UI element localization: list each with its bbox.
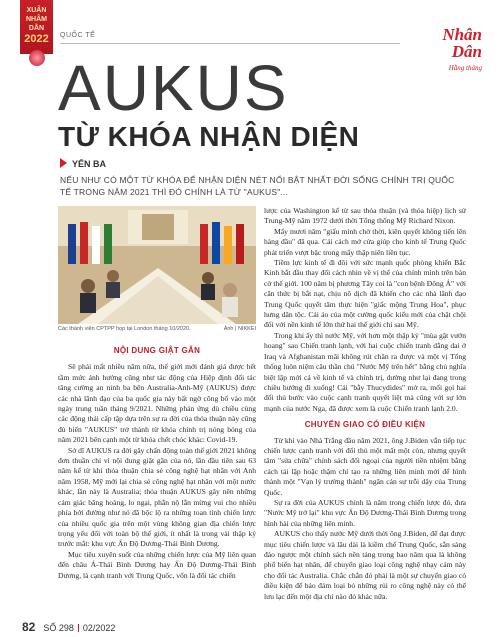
photo-caption	[58, 326, 256, 332]
newspaper-logo	[408, 26, 482, 77]
section-heading-1: NỘI DUNG GIẬT GÂN	[113, 346, 201, 355]
triangle-marker-icon	[60, 158, 67, 168]
logo-name: Nhân Dân	[442, 25, 482, 61]
author	[60, 158, 106, 169]
column-left	[58, 346, 256, 581]
issue-number: SỐ 298	[43, 623, 74, 633]
paragraph: Sở dĩ AUKUS ra đời gây chấn động toàn thế giới 2021 không đơn thuần chỉ vì nội dung giật gân của nó, lần đầu tiên sau 63 năm kể từ khi thỏa thuận chia sẻ công nghệ hạt nhân với Anh năm 1958, Mỹ mới lại chia sẻ công nghệ hạt nhân với một nước khác, lần này là Australia; thỏa thuận AUKUS gây nên những cảm giác băng hoàng, lo ngại, phẫn nộ lẫn mừng vui cho nhiều phía bởi đường như nó đã bộc lộ ra những toan tính chiến lược của nhiều quốc gia trên một vùng không gian địa chiến lược trọng yếu đối với toàn bộ thế giới, ít nhất là trong vài thập kỷ trước mắt: khu vực Ấn Độ Dương-Thái Bình Dương.	[58, 445, 256, 549]
article-photo	[58, 206, 256, 324]
flower-icon	[29, 50, 45, 66]
page-number: 82	[22, 620, 36, 634]
article-subtitle: TỪ KHÓA NHẬN DIỆN	[58, 121, 360, 152]
paragraph: Sự ra đời của AUKUS chính là năm trong chiến lược đó, đưa "Nước Mỹ trở lại" khu vực Ấn Độ Dương-Thái Bình Dương trong hình hài của những liên minh.	[264, 497, 466, 528]
paragraph: Mục tiêu xuyên suốt của những chiến lược của Mỹ liên quan đến châu Á-Thái Bình Dương hay Ấn Độ Dương-Thái Bình Dương, là cạnh tranh với Trung Quốc, vốn là đối tác chiến	[58, 549, 256, 580]
issue-date: 02/2022	[82, 623, 116, 633]
paragraph: Sẽ phải mất nhiều năm nữa, thế giới mới đánh giá được hết tầm mức ảnh hưởng cũng như tác động của Hiệp định đối tác tăng cường an ninh ba bên Australia-Anh-Mỹ (AUKUS) được các nhà lãnh đạo của ba quốc gia này bất ngờ công bố vào một ngày trung tuần tháng 9/2021. Những phản ứng dù chiều cùng các động thái cấp tập dựa trên sự ra đời của thỏa thuận này cũng đủ biến "AUKUS" trở thành từ khóa chính trị nóng bỏng của năm 2021 bên cạnh một từ khóa chết chóc khác: Covid-19.	[58, 362, 256, 445]
paragraph: Trong khi ấy thì nước Mỹ, với hơn một thập kỷ "mùa gặt vướn hoang" sau Chiến tranh lạnh, với hai cuộc chiến tranh dằng dai ở Iraq và Afghanistan mãi không rút chân ra được và một vị Tổng thống luôn niệm câu thần chú "Nước Mỹ trên hết" bằng chủ nghĩa biệt lập mới cả về kinh tế và chính trị, dường như lại đang trong chiều hướng đi xuống! Cái "bẫy Thucydides" mở ra, mối gọi hai đối thủ bước vào cuộc cạnh tranh quyết liệt mà cũng với sự lớn mạnh của nước Nga, đã được xem là cuộc Chiến tranh lạnh 2.0.	[264, 330, 466, 413]
meeting-photo-illustration	[58, 206, 256, 324]
page-footer	[22, 620, 115, 634]
badge-line2: NHÂM DẦN	[26, 16, 47, 32]
caption-text: Các thành viên CPTPP họp tại London tháng 10/2020.	[58, 326, 191, 332]
paragraph: AUKUS cho thấy nước Mỹ dưới thời ông J.Biden, để đạt được mục tiêu chiến lược và lâu dài là kiềm chế Trung Quốc, sẵn sàng đảo ngược một chính sách nền tảng trong bao năm qua là không phổ biến hạt nhân, để chuyển giao loại công nghệ nhạy cảm này cho đối tác Australia. Chắc chắn đó phải là một sự chuyển giao có điều kiện để bảo đảm loại bỏ những rủi ro công nghệ này có thể lưu lạc đến một địa chỉ nào đó khác nữa.	[264, 529, 466, 601]
badge-year: 2022	[24, 33, 49, 45]
paragraph: Tiềm lực kinh tế đi đôi với sức mạnh quốc phòng khiến Bắc Kinh bắt đầu thay đổi cách nhìn về vị thế của chính mình trên bàn cờ thế giới. 100 năm bị phương Tây coi là "con bệnh Đông Á" với căn thức bị bắt nạt, chịu nô dịch đã khiến cho các nhà lãnh đạo Trung Quốc quyết tâm thực hiện "giấc mộng Trung Hoa", phục hưng dân tộc. Cái áo của một cường quốc kiểu mới của chật chội đối với nền kinh tế lớn thứ hai thế giới chỉ sau Mỹ.	[264, 258, 466, 330]
paragraph: lược của Washington kể từ sau thỏa thuận (và thỏa hiệp) lịch sử Trung-Mỹ năm 1972 dưới thời Tổng thống Mỹ Richard Nixon.	[264, 206, 466, 226]
logo-subtitle: Hằng tháng	[448, 64, 482, 72]
photo-credit: Ảnh | NIKKEI	[223, 326, 256, 332]
author-name: YẾN BA	[72, 159, 107, 169]
spring-badge	[20, 0, 53, 54]
paragraph: Từ khi vào Nhà Trắng đầu năm 2021, ông J.Biden vẫn tiếp tục chiến lược cạnh tranh với đối thủ một mất một còn, nhưng quyết tâm "sửa chữa" chính sách đối ngoại của người tiền nhiệm bằng cách tái lập hoặc thậm chí tạo ra những liên minh mới để hình thành một "Vạn lý trường thành" ngăn cản sự trỗi dậy của Trung Quốc.	[264, 435, 466, 497]
section-divider	[60, 43, 400, 44]
article-lead: NẾU NHƯ CÓ MỘT TỪ KHÓA ĐỂ NHẬN DIỆN NÉT NỔI BẬT NHẤT ĐỜI SỐNG CHÍNH TRỊ QUỐC TẾ TRONG NĂM 2021 THÌ ĐÓ CHÍNH LÀ TỪ "AUKUS"...	[60, 175, 455, 197]
article-title: AUKUS	[58, 52, 289, 124]
section-heading-2: CHUYỂN GIAO CÓ ĐIỀU KIỆN	[304, 420, 426, 430]
column-right	[264, 206, 466, 602]
badge-line1: XUÂN	[26, 7, 47, 14]
footer-divider	[78, 624, 79, 632]
section-tag: QUỐC TẾ	[60, 32, 96, 39]
paragraph: Mấy mươi năm "giấu mình chờ thời, kiên quyết không tiến lên hàng đầu" đã qua. Cái cách mở cửa giúp cho kinh tế Trung Quốc phát triển vượt bậc trong mấy thập niên liền tục.	[264, 226, 466, 257]
